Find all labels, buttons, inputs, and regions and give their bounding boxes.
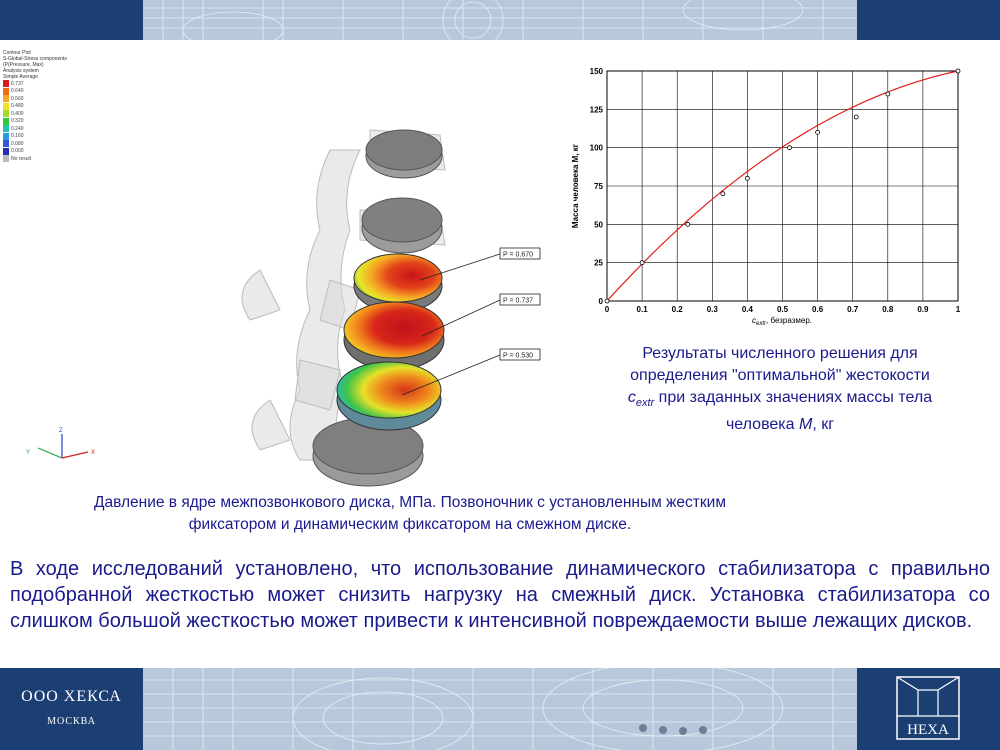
x-tick-label: 0.3 [706,305,718,314]
mesh-pattern-bottom [143,668,857,750]
x-tick-label: 0 [604,305,610,314]
y-tick-label: 50 [594,220,603,230]
spine-model-image [0,40,580,490]
axis-z-label: Z [59,428,63,434]
legend-value: 0.160 [11,133,24,140]
callout-label: P = 0.530 [503,352,534,360]
legend-value: 0.320 [11,118,24,125]
x-tick-label: 0.1 [636,305,648,314]
legend-title-line: S-Global-Stress components (P(Pressure, Max) [3,56,67,68]
footer-band [0,668,1000,750]
y-tick-label: 125 [589,105,603,115]
chart-data-point [788,146,792,150]
y-tick-label: 0 [598,297,603,306]
chart-caption [580,343,980,436]
chart-caption-line: определения "оптимальной" жестокости [630,367,930,384]
chart-grid [607,71,958,301]
chart-data-point [605,299,609,303]
legend-no-result-label: No result [11,155,32,162]
legend-title-line: Analysis system [3,68,39,74]
chart-ylabel: Масса человека M, кг [571,143,580,229]
hexa-logo [896,676,960,740]
legend-value: 0.080 [11,140,24,147]
legend-value: 0.000 [11,148,24,155]
company-name: ООО ХЕКСА [21,688,122,705]
y-tick-label: 150 [589,67,603,76]
footer-left-block [0,668,143,750]
legend-value: 0.560 [11,95,24,102]
mesh-pattern-top [143,0,857,40]
y-tick-label: 100 [589,143,603,153]
chart-data-point [816,130,820,134]
axis-y-label: Y [26,450,31,456]
axis-x-label: X [91,450,96,456]
chart-data-point [721,192,725,196]
chart-data-point [886,92,890,96]
x-tick-label: 1 [955,305,961,314]
legend-title-line: Simple Average [3,74,38,80]
chart-data-point [686,222,690,226]
body-paragraph: В ходе исследований установлено, что использование динамического стабилизатора с правильно подобранной жесткостью может снизить нагрузку на смежный диск. Установка стабилизатора со слишком большой жесткостью может привести к интенсивной повреждаемости выше лежащих дисков. [10,558,990,632]
logo-text: HEXA [907,722,949,738]
x-tick-label: 0.2 [671,305,683,314]
chart-data-point [640,261,644,265]
y-tick-label: 25 [594,258,603,268]
y-tick-label: 75 [594,182,603,191]
company-city: МОСКВА [47,716,96,727]
legend-value: 0.240 [11,125,24,132]
callout-label: P = 0.737 [503,297,534,305]
axis-triad-icon [26,428,95,458]
chart-xlabel: $c_{extr}$, безразмер. [752,316,812,327]
figure-caption-line: Давление в ядре межпозвонкового диска, МПа. Позвоночник с установленным жестким [94,494,726,511]
chart-caption-line: $c_{extr}$ при заданных значениях массы тела [627,389,933,410]
x-tick-label: 0.4 [741,305,753,314]
header-right-block [857,0,1000,40]
chart-caption-line: человека M, кг [725,416,835,434]
x-tick-label: 0.5 [776,305,789,314]
legend-title-line: Contour Plot [3,50,31,56]
chart-data-point [854,115,858,119]
header-left-block [0,0,143,40]
legend-value: 0.737 [11,80,24,87]
legend-value: 0.400 [11,110,24,117]
callout-label: P = 0.670 [503,251,534,259]
chart-data-point [956,69,960,73]
legend-value: 0.640 [11,88,24,95]
figure-caption-line: фиксатором и динамическим фиксатором на смежном диске. [188,516,632,533]
x-tick-label: 0.9 [917,305,929,314]
legend-value: 0.480 [11,103,24,110]
stiffness-chart [560,55,980,340]
header-band [0,0,1000,40]
chart-caption-line: Результаты численного решения для [642,345,918,362]
x-tick-label: 0.6 [812,305,824,314]
figure-caption [0,492,820,536]
x-tick-label: 0.8 [882,305,894,314]
x-tick-label: 0.7 [847,305,859,314]
chart-data-point [745,176,749,180]
